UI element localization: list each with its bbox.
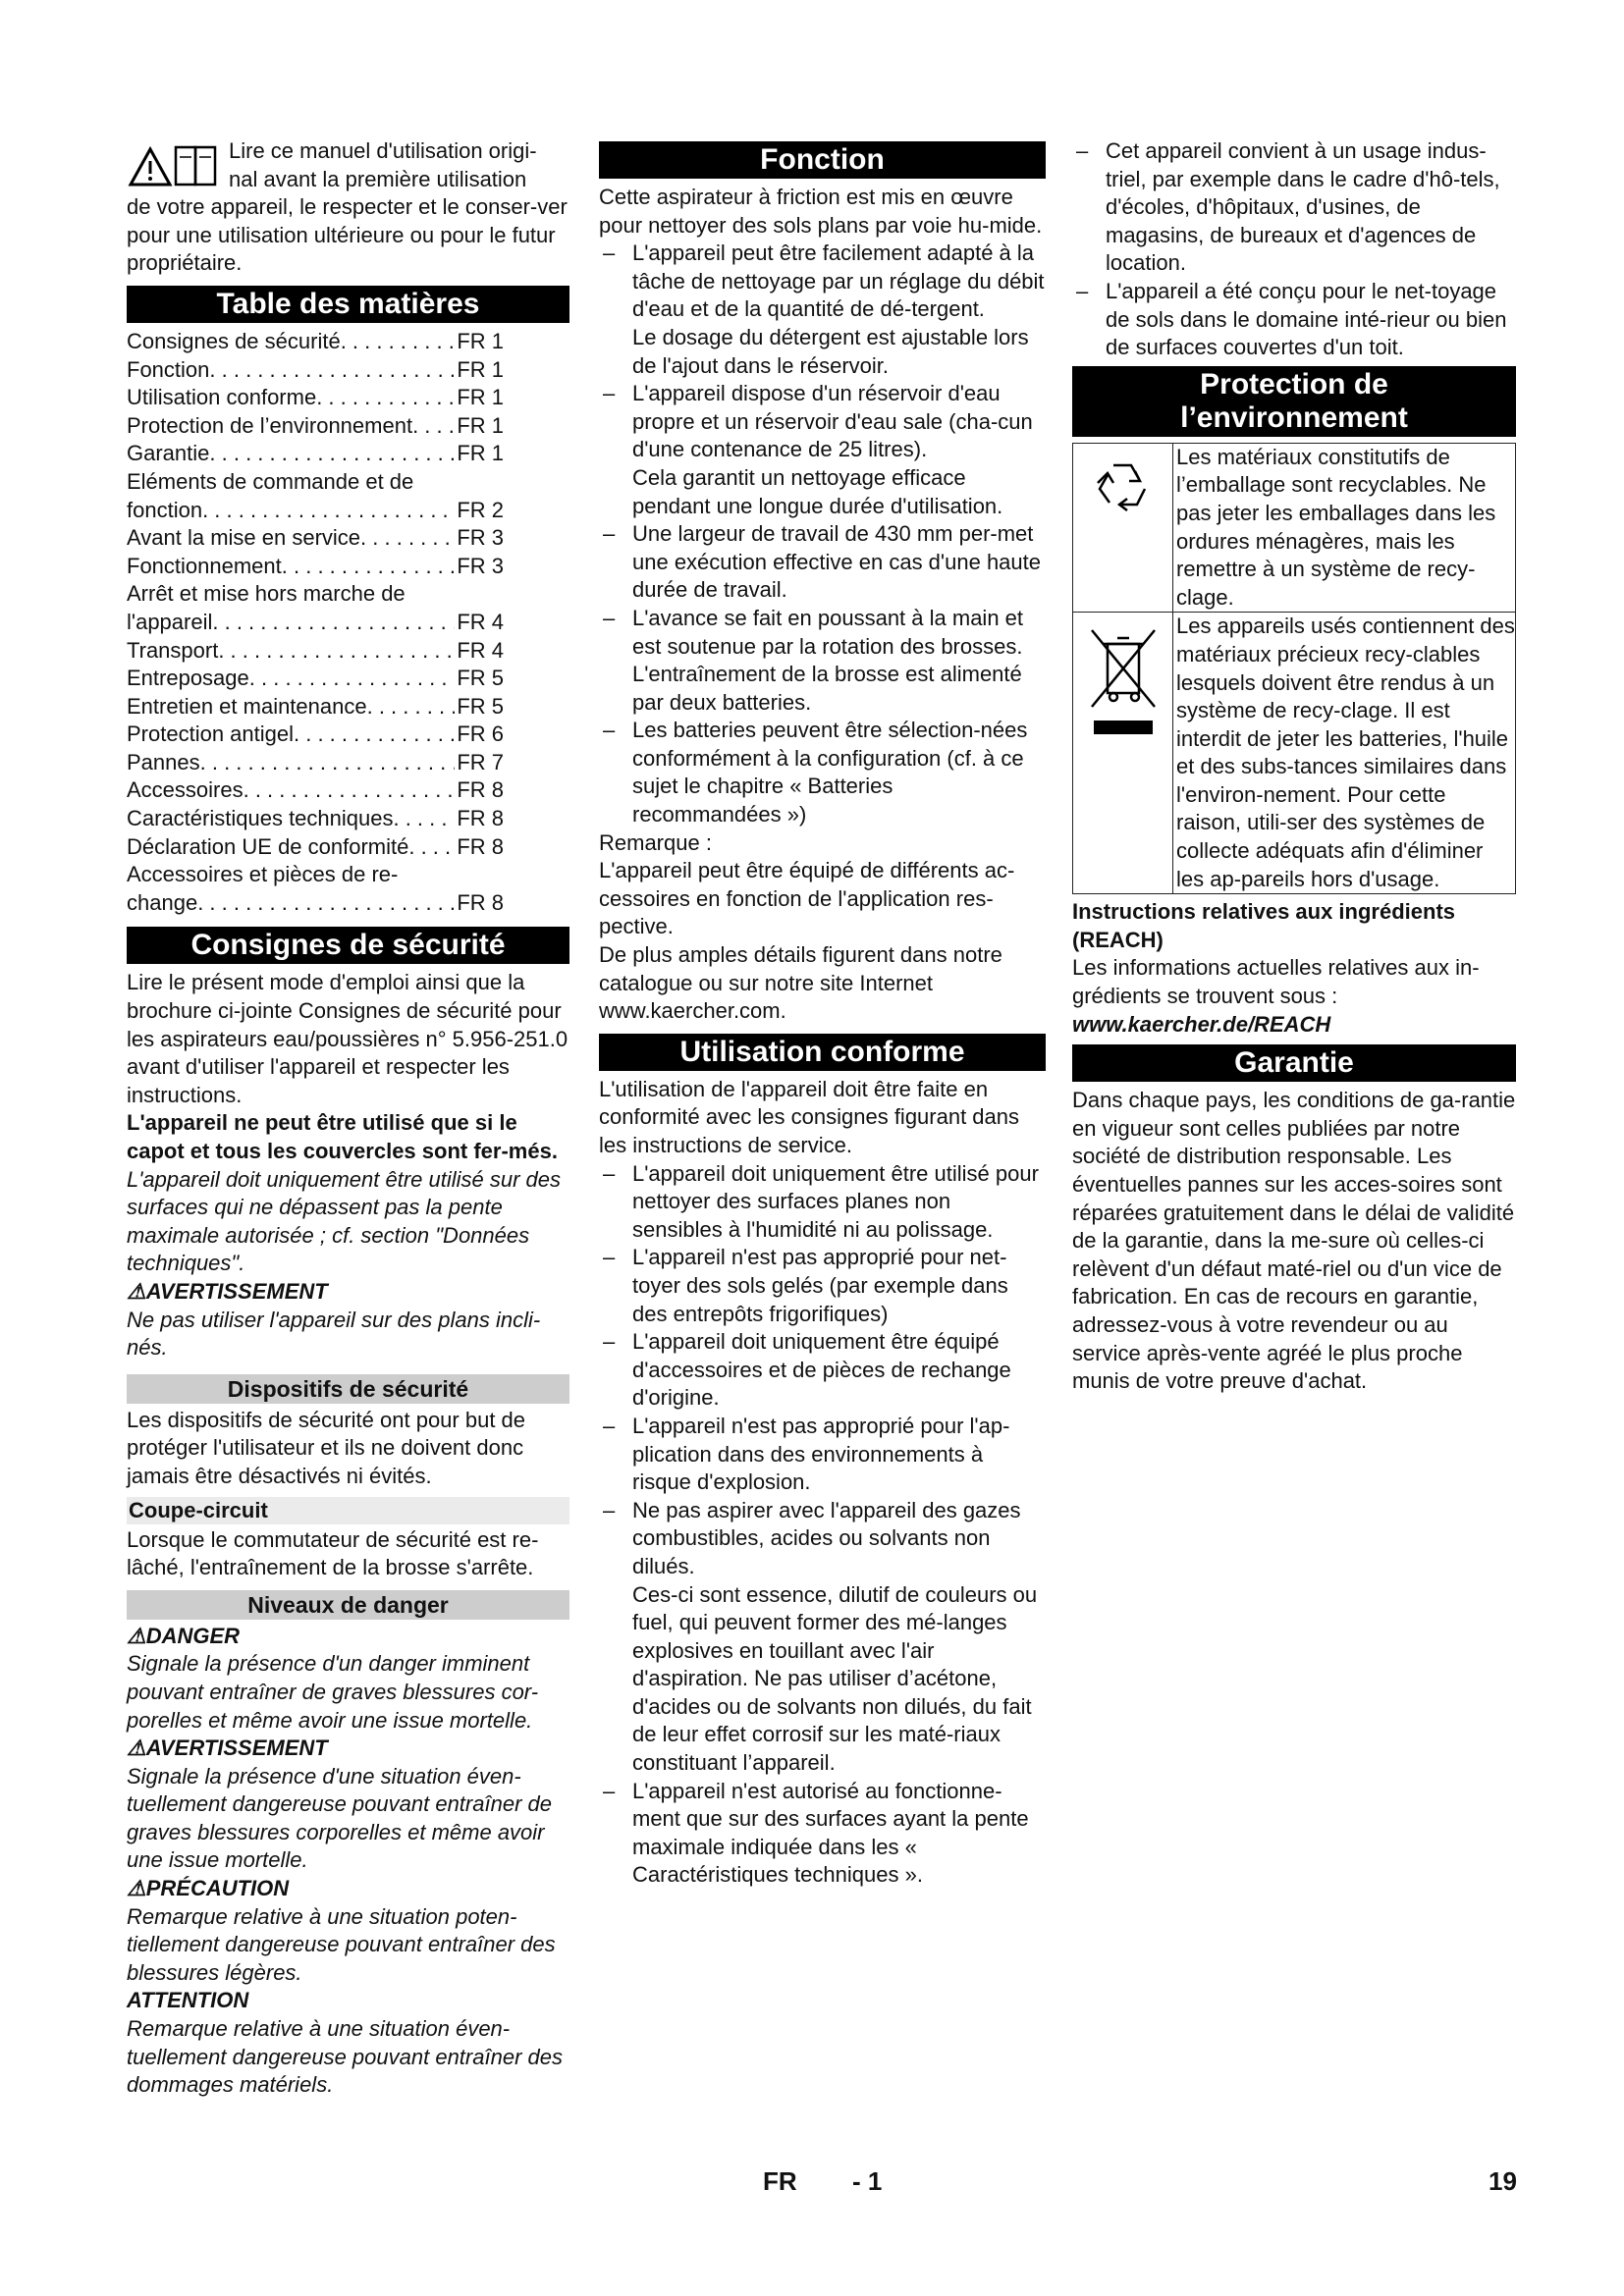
reach-text: Les informations actuelles relatives aux in-grédients se trouvent sous : bbox=[1072, 955, 1480, 1009]
toc-leader-dots bbox=[294, 721, 455, 749]
safety-cover-warning: L'appareil ne peut être utilisé que si le capot et tous les couvercles sont fer-més. bbox=[127, 1110, 558, 1163]
recycle-icon-cell bbox=[1073, 443, 1173, 613]
toc-leader-dots bbox=[244, 776, 456, 805]
toc-item[interactable] bbox=[127, 524, 504, 553]
toc-item-page: FR 6 bbox=[457, 721, 504, 747]
toc-item-label: Pannes bbox=[127, 749, 200, 774]
safety-slope-note: L'appareil doit uniquement être utilisé sur des surfaces qui ne dépassent pas la pente maximale autorisée ; cf. section "Données techniques". bbox=[127, 1166, 562, 1276]
reach-link[interactable]: www.kaercher.de/REACH bbox=[1072, 1011, 1331, 1037]
toc-item-label: Accessoires et pièces de re- bbox=[127, 862, 399, 887]
toc-item-label: Entretien et maintenance bbox=[127, 693, 367, 719]
usage-item-cont: Ces-ci sont essence, dilutif de couleurs ou fuel, qui peuvent former des mé-langes explosives en touillant avec l'air d'aspiration. Ne pas utiliser d’acétone, d'acides ou de solvants non dilués, du fait de leur effet corrosif sur les maté-riaux constituant l’appareil. bbox=[632, 1581, 1038, 1776]
toc-item-page: FR 3 bbox=[457, 525, 504, 551]
toc-leader-dots bbox=[412, 412, 455, 441]
toc-item-label: Transport bbox=[127, 637, 219, 663]
function-item: – L'avance se fait en poussant à la main et est soutenue par la rotation des brosses. L'entraînement de la brosse est alimenté par deux batteries. bbox=[599, 605, 1046, 717]
table-of-contents bbox=[127, 328, 504, 917]
toc-item-page: FR 7 bbox=[457, 749, 504, 774]
environment-title bbox=[1072, 366, 1516, 437]
column-middle bbox=[599, 141, 1046, 1890]
footer-page-number: 19 bbox=[1489, 2166, 1517, 2196]
toc-item-label: Caractéristiques techniques bbox=[127, 806, 394, 831]
usage-item: – L'appareil n'est pas approprié pour net-toyer des sols gelés (par exemple dans des entrepôts frigorifiques) bbox=[599, 1244, 1046, 1328]
toc-item-label: Arrêt et mise hors marche de bbox=[127, 581, 406, 607]
toc-item-page: FR 1 bbox=[457, 441, 504, 466]
function-item: – Les batteries peuvent être sélection-nées conformément à la configuration (cf. à ce sujet le chapitre « Batteries recommandées ») bbox=[599, 717, 1046, 828]
toc-item[interactable] bbox=[127, 609, 504, 637]
toc-item-page: FR 5 bbox=[457, 666, 504, 691]
toc-item-label: Garantie bbox=[127, 441, 210, 466]
toc-item-label: Consignes de sécurité bbox=[127, 328, 341, 353]
usage-item: – L'appareil doit uniquement être équipé d'accessoires et de pièces de rechange d'origine. bbox=[599, 1328, 1046, 1413]
warning2-heading: ⚠AVERTISSEMENT bbox=[127, 1735, 328, 1761]
weee-text: Les appareils usés contiennent des matériaux précieux recy-clables lesquels doivent être rendus à un système de recy-clage. Il est interdit de jeter les batteries, l'huile et des subs-tances similaires dans l'environ-nement. Pour cette raison, utili-ser des systèmes de collecte adéquats afin d'éliminer les ap-pareils hors d'usage. bbox=[1173, 613, 1516, 894]
usage-item: – Ne pas aspirer avec l'appareil des gazes combustibles, acides ou solvants non dilués. bbox=[599, 1497, 1046, 1581]
function-item: – Une largeur de travail de 430 mm per-met une exécution effective en cas d'une haute durée de travail. bbox=[599, 520, 1046, 605]
safety-title: Consignes de sécurité bbox=[127, 927, 569, 964]
toc-leader-dots bbox=[209, 440, 455, 468]
intro-block bbox=[127, 137, 569, 278]
toc-item-page: FR 1 bbox=[457, 412, 504, 438]
toc-item[interactable] bbox=[127, 637, 504, 666]
cutoff-text: Lorsque le commutateur de sécurité est re-lâché, l'entraînement de la brosse s'arrête. bbox=[127, 1526, 539, 1580]
toc-leader-dots bbox=[282, 553, 456, 581]
toc-item-label: Protection de l’environnement bbox=[127, 412, 413, 438]
caution-text: Remarque relative à une situation poten-tiellement dangereuse pouvant entraîner des blessures légères. bbox=[127, 1903, 556, 1985]
toc-item-page: FR 4 bbox=[457, 609, 504, 634]
safety-devices-text: Les dispositifs de sécurité ont pour but de protéger l'utilisateur et ils ne doivent donc jamais être désactivés ni évités. bbox=[127, 1407, 526, 1488]
environment-table bbox=[1072, 443, 1516, 895]
toc-item[interactable] bbox=[127, 497, 504, 525]
toc-leader-dots bbox=[200, 749, 456, 777]
usage-intro: L'utilisation de l'appareil doit être faite en conformité avec les consignes figurant dans les instructions de service. bbox=[599, 1076, 1020, 1157]
toc-item[interactable] bbox=[127, 356, 504, 385]
caution-heading: ⚠PRÉCAUTION bbox=[127, 1876, 290, 1901]
toc-item-label: change bbox=[127, 889, 198, 915]
safety-devices-title: Dispositifs de sécurité bbox=[127, 1374, 569, 1404]
reach-title: Instructions relatives aux ingrédients (REACH) bbox=[1072, 899, 1456, 952]
toc-item-label: Déclaration UE de conformité bbox=[127, 833, 409, 859]
toc-item-page: FR 1 bbox=[457, 356, 504, 382]
toc-item-page: FR 1 bbox=[457, 385, 504, 410]
toc-leader-dots bbox=[218, 637, 455, 666]
toc-item-label: Entreposage bbox=[127, 666, 249, 691]
toc-item[interactable] bbox=[127, 721, 504, 749]
function-item: – L'appareil peut être facilement adapté à la tâche de nettoyage par un réglage du débit d'eau et de la quantité de dé-tergent. bbox=[599, 240, 1046, 324]
toc-leader-dots bbox=[212, 609, 455, 637]
warranty-title: Garantie bbox=[1072, 1044, 1516, 1082]
toc-item[interactable] bbox=[127, 553, 504, 581]
toc-item[interactable] bbox=[127, 384, 504, 412]
toc-item-page: FR 8 bbox=[457, 806, 504, 831]
toc-title: Table des matières bbox=[127, 286, 569, 323]
danger-levels-title: Niveaux de danger bbox=[127, 1590, 569, 1620]
toc-leader-dots bbox=[367, 693, 456, 721]
toc-leader-dots bbox=[209, 356, 455, 385]
attention-heading: ATTENTION bbox=[127, 1988, 249, 2013]
attention-text: Remarque relative à une situation éven-tuellement dangereuse pouvant entraîner des dommages matériels. bbox=[127, 2016, 563, 2098]
function-intro: Cette aspirateur à friction est mis en œuvre pour nettoyer des sols plans par voie hu-mide. bbox=[599, 185, 1043, 238]
usage-title: Utilisation conforme bbox=[599, 1034, 1046, 1071]
toc-item[interactable] bbox=[127, 833, 504, 862]
toc-leader-dots bbox=[341, 328, 456, 356]
warranty-text: Dans chaque pays, les conditions de ga-rantie en vigueur sont celles publiées par notre société de distribution responsable. Les éventuelles pannes sur les acces-soires sont réparées gratuitement dans le délai de validité de la garantie, dans la me-sure où celles-ci relèvent d'un défaut maté-riel ou d'un vice de fabrication. En cas de recours en garantie, adressez-vous à votre revendeur ou au service après-vente agréé le plus proche munis de votre preuve d'achat. bbox=[1072, 1088, 1516, 1394]
more-info-text: De plus amples détails figurent dans notre catalogue ou sur notre site Internet www.kaercher.com. bbox=[599, 942, 1002, 1024]
note-text: L'appareil peut être équipé de différents ac-cessoires en fonction de l'application res-pective. bbox=[599, 858, 1015, 939]
toc-item-page: FR 3 bbox=[457, 553, 504, 578]
usage-item: – L'appareil doit uniquement être utilisé pour nettoyer des surfaces planes non sensibles à l'humidité ni au polissage. bbox=[599, 1160, 1046, 1245]
column-left bbox=[127, 137, 569, 2100]
function-title: Fonction bbox=[599, 141, 1046, 179]
recycle-icon bbox=[1084, 454, 1163, 522]
toc-item-page: FR 8 bbox=[457, 833, 504, 859]
toc-item[interactable] bbox=[127, 749, 504, 777]
warning2-text: Signale la présence d'une situation éven-tuellement dangereuse pouvant entraîner de graves blessures corporelles et même avoir une issue mortelle. bbox=[127, 1763, 552, 1873]
environment-title-line-2: l’environnement bbox=[1180, 400, 1408, 434]
warning-manual-icon bbox=[127, 137, 225, 192]
toc-item-label: l'appareil bbox=[127, 609, 213, 634]
toc-item-page: FR 2 bbox=[457, 497, 504, 522]
function-item-cont: Cela garantit un nettoyage efficace pendant une longue durée d'utilisation. bbox=[632, 464, 1003, 518]
note-label: Remarque : bbox=[599, 829, 712, 855]
toc-item-label: Fonctionnement bbox=[127, 553, 282, 578]
toc-leader-dots bbox=[202, 497, 455, 525]
toc-item-label: Protection antigel bbox=[127, 721, 294, 747]
toc-item[interactable] bbox=[127, 412, 504, 441]
toc-item-page: FR 8 bbox=[457, 777, 504, 803]
column-right bbox=[1072, 137, 1516, 1396]
toc-item-label: fonction bbox=[127, 497, 203, 522]
recycle-text: Les matériaux constitutifs de l’emballage sont recyclables. Ne pas jeter les emballages dans les ordures ménagères, mais les remettre à un système de recy-clage. bbox=[1173, 443, 1516, 613]
function-item-cont: Le dosage du détergent est ajustable lors de l'ajout dans le réservoir. bbox=[632, 324, 1029, 378]
toc-leader-dots bbox=[249, 665, 456, 693]
toc-item-label: Utilisation conforme bbox=[127, 385, 317, 410]
toc-leader-dots bbox=[408, 833, 455, 862]
toc-item-page: FR 8 bbox=[457, 889, 504, 915]
toc-leader-dots bbox=[316, 384, 455, 412]
toc-item-page: FR 4 bbox=[457, 637, 504, 663]
toc-item-label: Fonction bbox=[127, 356, 210, 382]
toc-item[interactable] bbox=[127, 693, 504, 721]
danger-text: Signale la présence d'un danger imminent pouvant entraîner de graves blessures cor-porelles et même avoir une issue mortelle. bbox=[127, 1651, 539, 1733]
usage-item: – L'appareil n'est autorisé au fonctionne-ment que sur des surfaces ayant la pente maximale indiquée dans les « Caractéristiques techniques ». bbox=[599, 1778, 1046, 1890]
toc-item-label: Avant la mise en service bbox=[127, 525, 361, 551]
toc-item[interactable] bbox=[127, 665, 504, 693]
warning-text: Ne pas utiliser l'appareil sur des plans incli-nés. bbox=[127, 1307, 541, 1361]
footer-section: - 1 bbox=[852, 2166, 883, 2196]
toc-leader-dots bbox=[360, 524, 455, 553]
toc-item-label: Accessoires bbox=[127, 777, 244, 803]
toc-item-label: Eléments de commande et de bbox=[127, 468, 414, 494]
crossed-bin-icon bbox=[1084, 622, 1163, 750]
toc-item[interactable] bbox=[127, 776, 504, 805]
environment-title-line-1: Protection de bbox=[1200, 367, 1388, 400]
toc-leader-dots bbox=[393, 805, 455, 833]
warning-heading: ⚠AVERTISSEMENT bbox=[127, 1278, 328, 1304]
weee-icon-cell bbox=[1073, 613, 1173, 894]
usage-item: – Cet appareil convient à un usage indus-triel, par exemple dans le cadre d'hô-tels, d'écoles, d'hôpitaux, d'usines, de magasins, de bureaux et d'agences de location. bbox=[1072, 137, 1516, 278]
toc-item[interactable] bbox=[127, 889, 504, 918]
toc-item[interactable] bbox=[127, 440, 504, 468]
usage-item: – L'appareil a été conçu pour le net-toyage de sols dans le domaine inté-rieur ou bien de surfaces couvertes d'un toit. bbox=[1072, 278, 1516, 362]
toc-leader-dots bbox=[197, 889, 455, 918]
danger-heading: ⚠DANGER bbox=[127, 1623, 241, 1648]
intro-line-1: Lire ce manuel d'utilisation origi- bbox=[229, 138, 537, 163]
toc-item[interactable] bbox=[127, 328, 504, 356]
toc-item[interactable] bbox=[127, 805, 504, 833]
cutoff-title: Coupe-circuit bbox=[127, 1497, 569, 1524]
toc-item-page: FR 1 bbox=[457, 328, 504, 353]
footer-lang: FR bbox=[763, 2166, 797, 2196]
intro-line-2: nal avant la première utilisation bbox=[229, 166, 527, 191]
safety-intro: Lire le présent mode d'emploi ainsi que la brochure ci-jointe Consignes de sécurité pour les aspirateurs eau/poussières n° 5.956-251.0 avant d'utiliser l'appareil et respecter les instructions. bbox=[127, 970, 568, 1107]
toc-item-page: FR 5 bbox=[457, 693, 504, 719]
usage-item: – L'appareil n'est pas approprié pour l'ap-plication dans des environnements à risque d'explosion. bbox=[599, 1413, 1046, 1497]
intro-text: de votre appareil, le respecter et le conser-ver pour une utilisation ultérieure ou pour le futur propriétaire. bbox=[127, 194, 568, 276]
function-item: – L'appareil dispose d'un réservoir d'eau propre et un réservoir d'eau sale (cha-cun d'une contenance de 25 litres). bbox=[599, 380, 1046, 464]
